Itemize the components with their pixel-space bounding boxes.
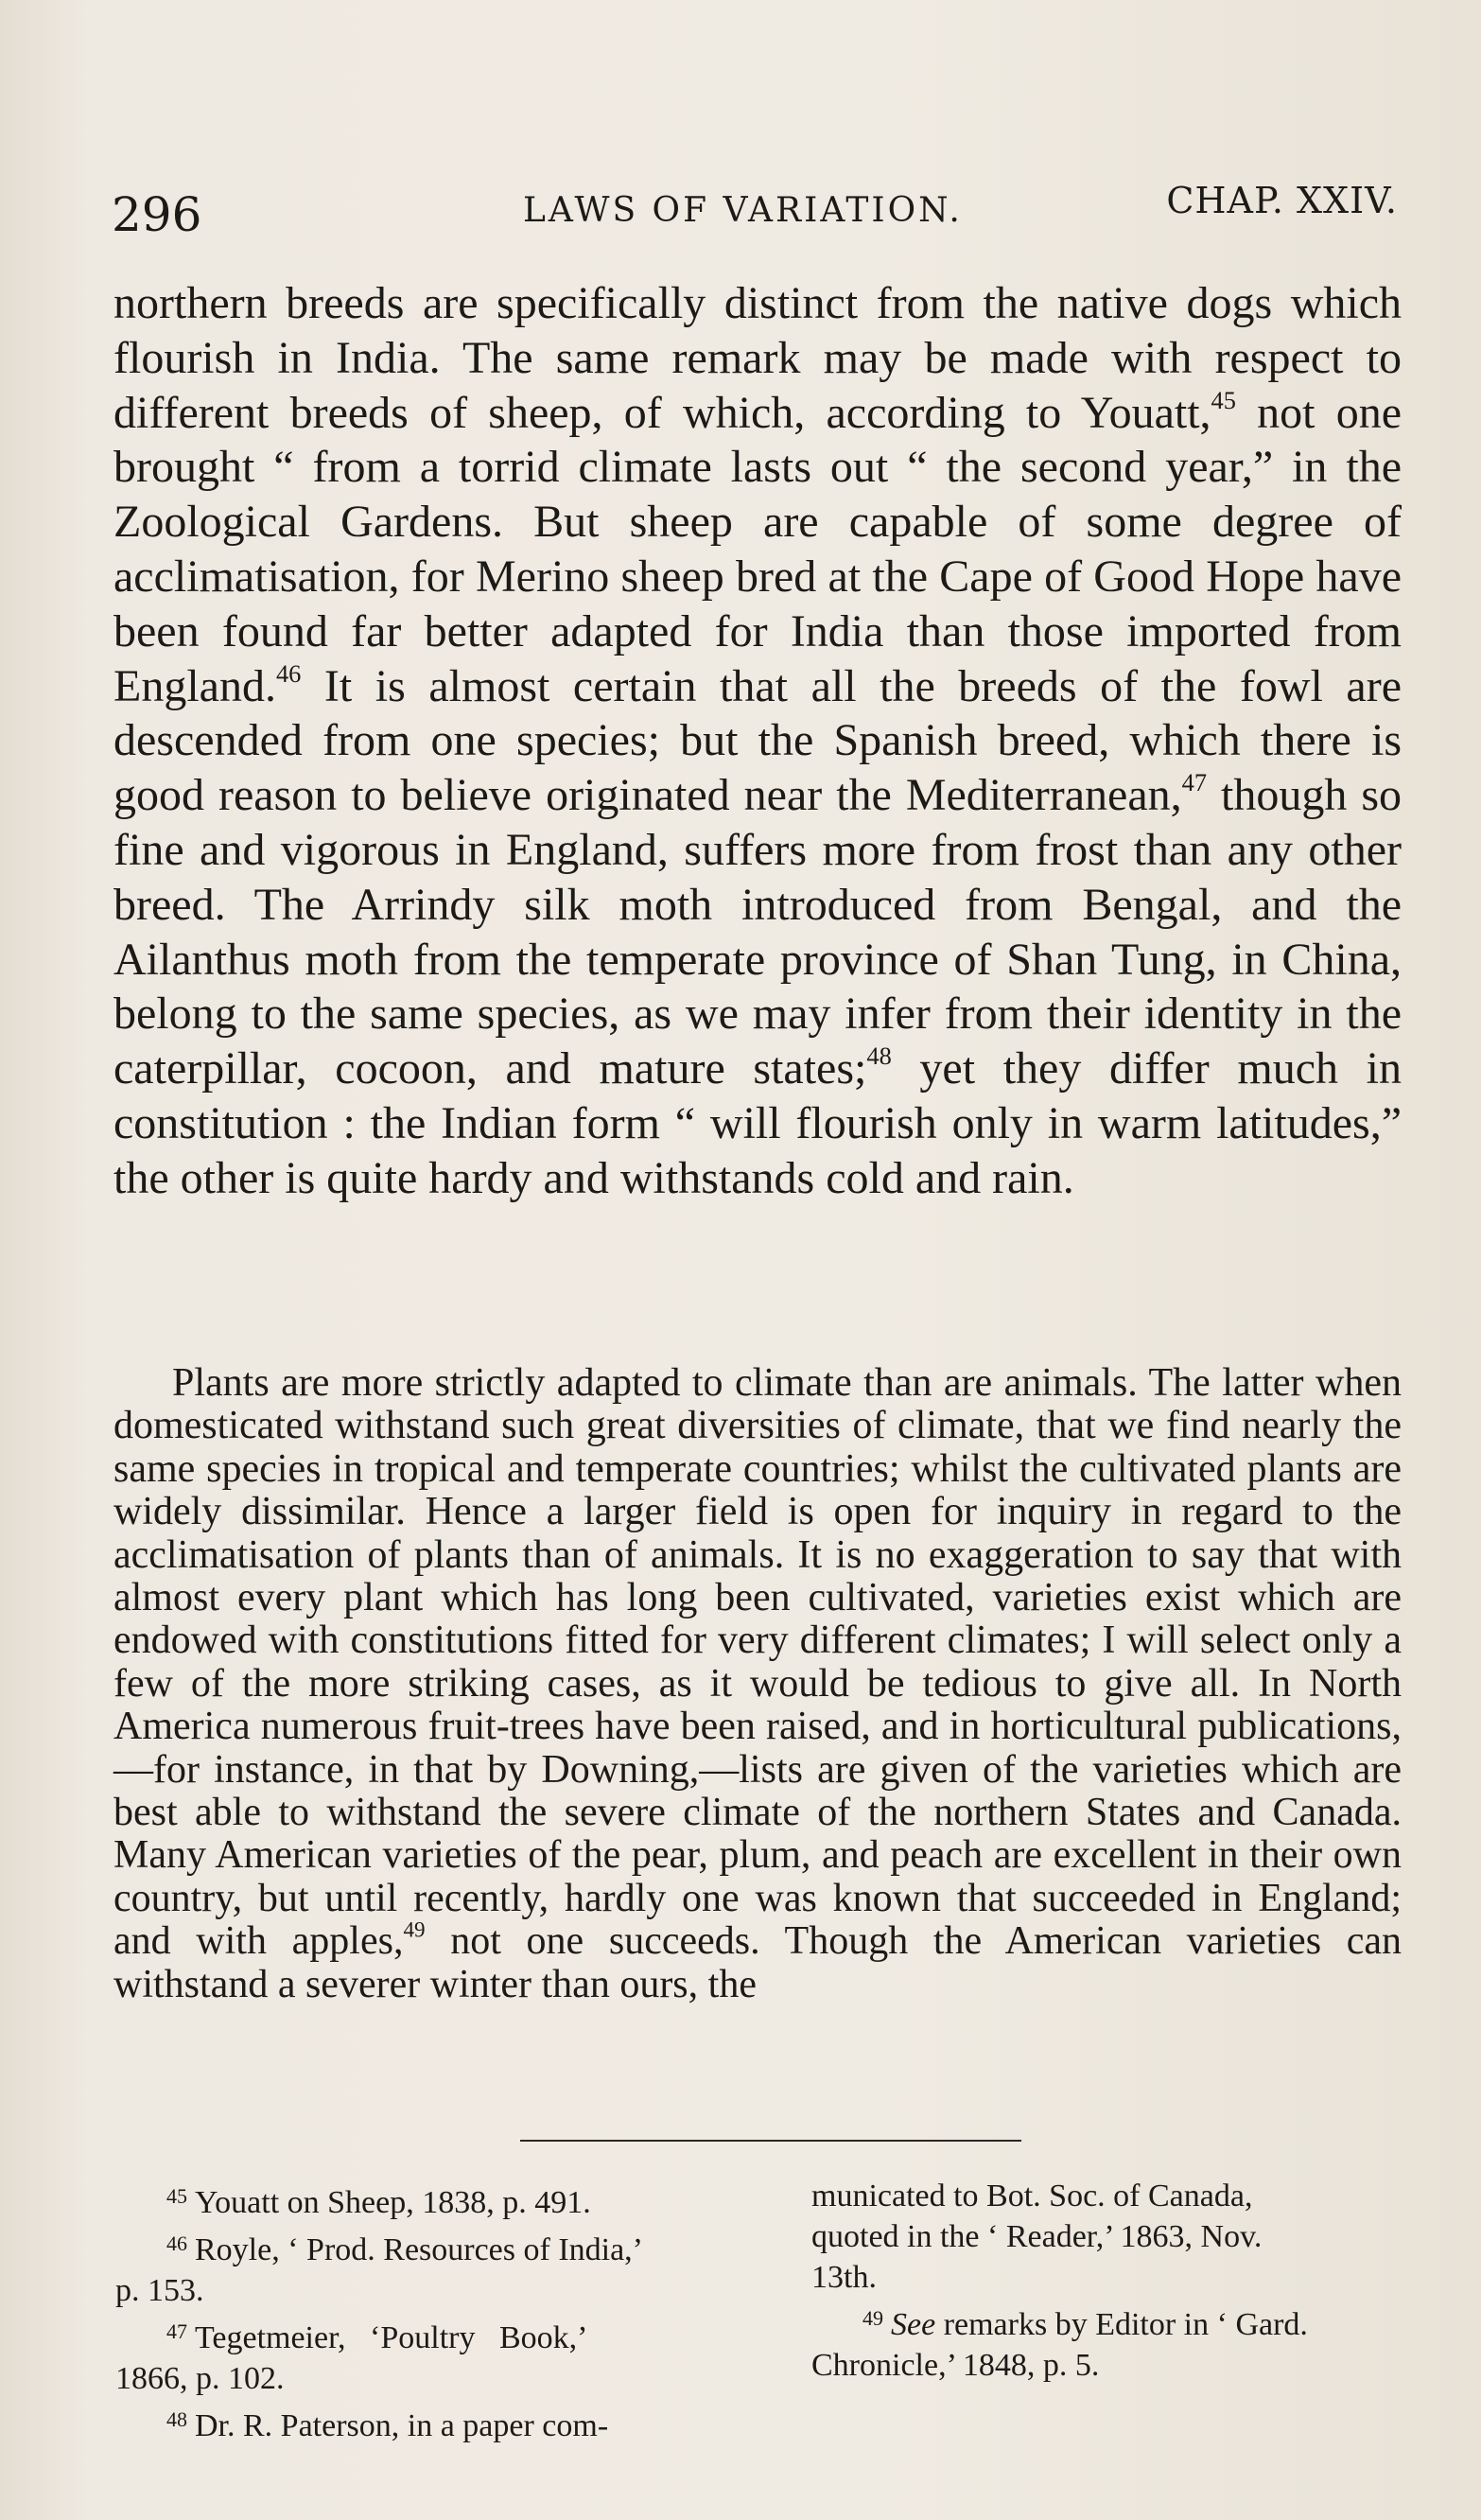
footnote-ref-47: 47 [1181, 768, 1208, 797]
footnote-text: Royle, ‘ Prod. Resources of India,’ [195, 2232, 644, 2267]
footnote-text: Dr. R. Paterson, in a paper com- [195, 2408, 609, 2443]
footnotes [0, 2176, 1481, 2443]
footnote-47 [115, 2311, 758, 2358]
footnote-text: remarks by Editor in ‘ Gard. [935, 2307, 1308, 2342]
running-head [112, 180, 1398, 246]
para1-text-4: though so fine and vigorous in England, suffers more from frost than any other breed. The Arrindy silk moth introduced from Bengal, and the Ailanthus moth from the temperate province of Shan Tung, in China, belong to the same species, as we may infer from their identity in the caterpillar, cocoon, and mature states; [113, 770, 1402, 1094]
para1-text-2: not one brought “ from a torrid climate lasts out “ the second year,” in the Zoological Gardens. But sheep are capable of some degree of acclimatisation, for Merino sheep bred at the Cape of Good Hope have been found far better adapted for India than those imported from England. [113, 387, 1403, 711]
footnote-divider [520, 2140, 1021, 2142]
footnote-48-line-4: 13th. [811, 2260, 877, 2295]
footnote-ref-46: 46 [275, 658, 302, 688]
footnote-see: See [891, 2307, 936, 2342]
footnote-marker: 49 [862, 2306, 883, 2330]
para1-text-1: northern breeds are specifically distinct from the native dogs which flourish in India. The same remark may be made with respect to different breeds of sheep, of which, according to Youatt, [113, 278, 1402, 438]
footnote-text: Tegetmeier, ‘Poultry Book,’ [195, 2320, 588, 2355]
footnote-48-line-2: municated to Bot. Soc. of Canada, [811, 2179, 1253, 2214]
footnote-49-continued: Chronicle,’ 1848, p. 5. [811, 2348, 1100, 2383]
paragraph-acclimatisation-animals [113, 276, 1402, 1206]
footnote-46-continued: p. 153. [115, 2273, 204, 2308]
para1-text-5: yet they differ much in constitution : the Indian form “ will flourish only in warm latitudes,” the other is quite hardy and withstands cold and rain. [113, 1043, 1403, 1203]
footnotes-right-column [811, 2176, 1417, 2386]
footnotes-left-column [115, 2176, 758, 2446]
page-number: 296 [112, 187, 202, 242]
footnote-48 [115, 2399, 758, 2446]
running-title: LAWS OF VARIATION. [523, 191, 963, 230]
footnote-46 [115, 2223, 758, 2270]
paragraph-acclimatisation-plants [113, 1362, 1402, 2006]
para1-text-3: It is almost certain that all the breeds of the fowl are descended from one species; but the Spanish breed, which there is good reason to believe originated near the Mediterranean, [113, 660, 1402, 821]
para2-text-1: Plants are more strictly adapted to climate than are animals. The latter when domesticated withstand such great diversities of climate, that we find nearly the same species in tropical and temperate countries; whilst the cultivated plants are widely dissimilar. Hence a larger field is open for inquiry in regard to the acclimatisation of plants than of animals. It is no exaggeration to say that with almost every plant which has long been cultivated, varieties exist which are endowed with constitutions fitted for very different climates; I will select only a few of the more striking cases, as it would be tedious to give all. In North America numerous fruit-trees have been raised, and in horticultural publications,—for instance, in that by Downing,—lists are given of the varieties which are best able to withstand the severe climate of the northern States and Canada. Many American varieties of the pear, plum, and peach are excellent in their own country, but until recently, hardly one was known that succeeded in England; and with apples, [113, 1361, 1402, 1964]
footnote-45 [115, 2176, 758, 2223]
chapter-label: CHAP. XXIV. [1166, 180, 1398, 221]
footnote-marker: 48 [166, 2407, 187, 2431]
footnote-marker: 46 [166, 2231, 187, 2255]
para2-text-2: not one succeeds. Though the American varieties can withstand a severer winter than ours, the [113, 1919, 1402, 2006]
footnote-48-line-3: quoted in the ‘ Reader,’ 1863, Nov. [811, 2219, 1263, 2254]
footnote-ref-49: 49 [403, 1916, 426, 1942]
footnote-47-continued: 1866, p. 102. [115, 2361, 285, 2396]
footnote-text: Youatt on Sheep, 1838, p. 491. [195, 2185, 591, 2220]
footnote-ref-45: 45 [1211, 385, 1236, 414]
footnote-49 [811, 2298, 1417, 2345]
footnote-marker: 47 [166, 2319, 187, 2343]
footnote-marker: 45 [166, 2184, 187, 2208]
footnote-ref-48: 48 [866, 1041, 892, 1071]
